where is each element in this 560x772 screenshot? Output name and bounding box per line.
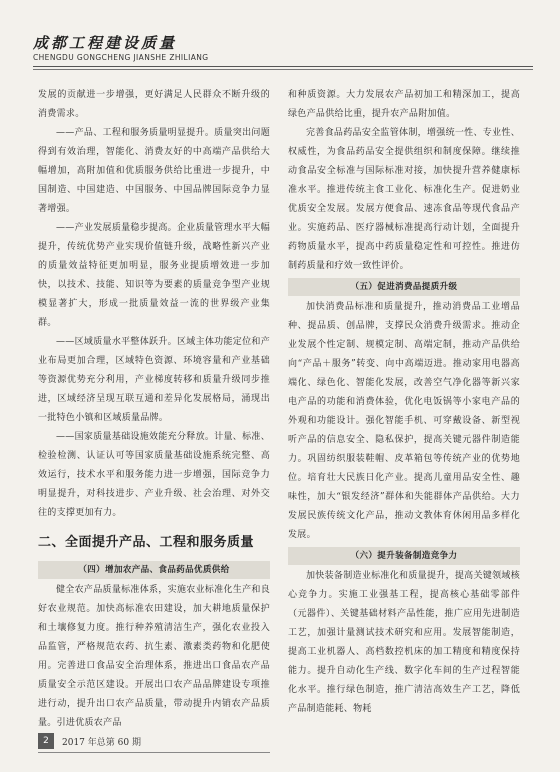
paragraph: 加快消费品标准和质量提升，推动消费品工业增品种、提品质、创品牌，支撑民众消费升级需求。推动企业发展个性定制、规模定制、高端定制，推动产品供给向“产品＋服务”转变、向中高端迈进。推动家用电器高端化、绿色化、智能化发展，改善空气净化器等新兴家电产品的功能和消费体验，优化电饭锅等小家电产品的外观和功能设计。强化智能手机、可穿戴设备、新型视听产品的信息安全、隐私保护，提高关键元器件制造能力。巩固纺织服装鞋帽、皮革箱包等传统产业的优势地位。培育壮大民族日化产业。提高儿童用品安全性、趣味性，加大“银发经济”群体和失能群体产品供给。大力发展民族传统文化产品，推动文教体育休闲用品多样化发展。 [288,302,520,540]
page-footer [38,733,141,749]
subsection-heading: （五）促进消费品提质升级 [288,278,520,296]
paragraph: 加快装备制造业标准化和质量提升，提高关键领域核心竞争力。实施工业强基工程，提高核心基础零部件（元器件）、关键基础材料产品性能，推广应用先进制造工艺，加强计量测试技术研究和应用。发展智能制造，提高工业机器人、高档数控机床的加工精度和精度保持能力。提升自动化生产线、数字化车间的生产过程智能化水平。推行绿色制造，推广清洁高效生产工艺，降低产品制造能耗、物耗 [288,571,520,714]
footer-rule [38,752,270,753]
right-column [288,86,520,719]
subsection-heading: （六）提升装备制造竞争力 [288,547,520,565]
paragraph: ——产品、工程和服务质量明显提升。质量突出问题得到有效治理，智能化、消费友好的中高端产品供给大幅增加，高附加值和优质服务供给比重进一步提升，中国制造、中国建造、中国服务、中国品牌国际竞争力显著增强。 [38,128,270,214]
section-heading: 二、全面提升产品、工程和服务质量 [38,535,255,550]
issue-label: 2017 年总第 60 期 [62,737,141,748]
subsection-heading: （四）增加农产品、食品药品优质供给 [38,561,270,579]
paragraph: 发展的贡献进一步增强，更好满足人民群众不断升级的消费需求。 [38,90,270,119]
header-rule-thin [33,69,533,70]
paragraph: ——产业发展质量稳步提高。企业质量管理水平大幅提升，传统优势产业实现价值链升级，战略性新兴产业的质量效益特征更加明显，服务业提质增效进一步加快，以技术、技能、知识等为要素的质量竞争型产业规模显著扩大，形成一批质量效益一流的世界级产业集群。 [38,223,270,328]
left-column [38,86,270,733]
header-rule [33,66,533,67]
paragraph: ——区域质量水平整体跃升。区域主体功能定位和产业布局更加合理，区域特色资源、环境容量和产业基础等资源优势充分利用，产业梯度转移和质量升级同步推进，区域经济呈现互联互通和差异化发展格局，涌现出一批特色小镇和区域质量品牌。 [38,337,270,423]
paragraph: 和种质资源。大力发展农产品初加工和精深加工，提高绿色产品供给比重，提升农产品附加值。 [288,90,520,119]
magazine-subtitle: CHENGDU GONGCHENG JIANSHE ZHILIANG [33,53,209,62]
magazine-title: 成都工程建设质量 [33,34,178,52]
paragraph: 完善食品药品安全监管体制，增强统一性、专业性、权威性，为食品药品安全提供组织和制度保障。继续推动食品安全标准与国际标准对接，加快提升营养健康标准水平。推进传统主食工业化、标准化生产。促进奶业优质安全发展。发展方便食品、速冻食品等现代食品产业。实施药品、医疗器械标准提高行动计划，全面提升药物质量水平，提高中药质量稳定性和可控性。推进仿制药质量和疗效一致性评价。 [288,128,520,271]
paragraph: ——国家质量基础设施效能充分释放。计量、标准、检验检测、认证认可等国家质量基础设施系统完整、高效运行，技术水平和服务能力进一步增强，国际竞争力明显提升，对科技进步、产业升级、社会治理、对外交往的支撑更加有力。 [38,432,270,518]
page-number: 2 [38,733,54,749]
paragraph: 健全农产品质量标准体系，实施农业标准化生产和良好农业规范。加快高标准农田建设，加大耕地质量保护和土壤修复力度。推行种养殖清洁生产，强化农业投入品监管，严格规范农药、抗生素、激素类药物和化肥使用。完善进口食品安全治理体系，推进出口食品农产品质量安全示范区建设。开展出口农产品品牌建设专项推进行动，提升出口农产品质量，带动提升内销农产品质量。引进优质农产品 [38,585,270,728]
